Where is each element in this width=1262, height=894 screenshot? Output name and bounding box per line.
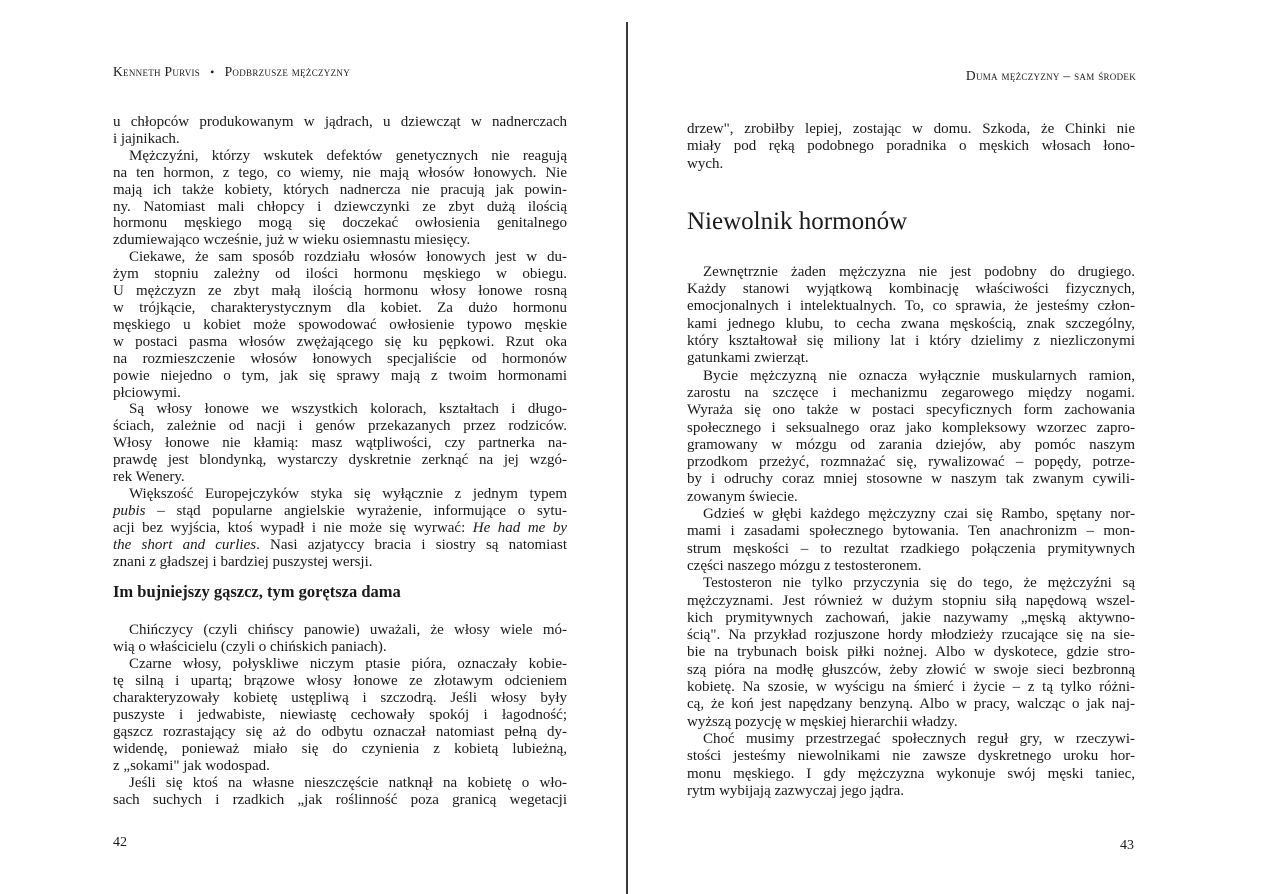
text-line: hormonu męskiego mogą się doczekać owłosienia genitalnego (113, 215, 567, 232)
text-line: ściach, zależnie od nacji i genów przekazanych przez rodziców. (113, 418, 567, 435)
text-line: zowanym świecie. (687, 488, 798, 505)
text-line: miały pod ręką podobnego poradnika o męskich włosach łono- (687, 138, 1135, 155)
text-line: Większość Europejczyków styka się wyłącznie z jednym typem (129, 485, 567, 502)
text-line (113, 503, 567, 520)
text-line: U mężczyzn ze zbyt małą ilością hormonu włosy łonowe rosną (113, 283, 567, 300)
paragraph (687, 731, 1135, 800)
text-line: znani z gładszej i bardziej puszystej wersji. (113, 553, 373, 570)
paragraph (113, 775, 567, 809)
text-line: i jajnikach. (113, 130, 180, 147)
text-line: Chińczycy (czyli chińscy panowie) uważali, że włosy wiele mó- (129, 622, 567, 639)
text-line: sach suchych i rzadkich „jak roślinność poza granicą wegetacji (113, 791, 567, 808)
paragraph (113, 148, 567, 249)
left-page-body (113, 114, 567, 808)
text-line: Zewnętrznie żaden mężczyzna nie jest podobny do drugiego. (703, 263, 1135, 280)
text-line: drzew", zrobiłby lepiej, zostając w domu. Szkoda, że Chinki nie (687, 121, 1135, 137)
paragraph (113, 114, 567, 148)
text-line (113, 537, 567, 554)
text-line: ścią". Na przykład rozjuszone hordy młodzieży rzucające się na sie- (687, 627, 1135, 644)
text-line: powie niejedno o tym, jak się sprawy mają z twoim hormonami (113, 367, 567, 384)
text-line: części naszego mózgu z testosteronem. (687, 557, 922, 574)
text-line: z „sokami" jak wodospad. (113, 757, 270, 774)
text-line: Choć musimy przestrzegać społecznych reguł gry, w rzeczywi- (703, 730, 1135, 747)
left-running-header (113, 64, 350, 80)
text-line: ny. Natomiast mali chłopcy i dziewczynki ze zbyt dużą ilością (113, 198, 567, 215)
text-line: Gdzieś w głębi każdego mężczyzny czai się Rambo, spętany nor- (703, 506, 1135, 523)
text-segment: – stąd popularne angielskie wyrażenie, informujące o sytu- (145, 502, 567, 519)
text-line: na rozmieszczenie włosów łonowych specjaliście od hormonów (113, 350, 567, 367)
paragraph (113, 249, 567, 401)
text-line: Czarne włosy, połyskliwe niczym ptasie pióra, oznaczały kobie- (129, 656, 567, 673)
text-line: Każdy stanowi wyjątkową kombinację właściwości fizycznych, (687, 281, 1135, 298)
text-line: by i odruchy coraz mniej stosowne w naszym tak zwanym cywili- (687, 471, 1135, 488)
text-line: Włosy łonowe nie kłamią: masz wątpliwości, czy partnerka na- (113, 435, 567, 452)
paragraph (113, 622, 567, 656)
text-line: zarostu na szczęce i mechanizmu zegarowego między nogami. (687, 384, 1135, 401)
text-line (113, 520, 567, 537)
text-line: kobietę. Na szosie, w wyścigu na śmierć i życie – z tą tylko różni- (687, 679, 1135, 696)
text-line: Są włosy łonowe we wszystkich kolorach, kształtach i długo- (129, 401, 567, 418)
text-line: przodkom przeżyć, rozmnażać się, rywalizować – popędy, potrze- (687, 454, 1135, 471)
text-line: Jeśli się ktoś na własne nieszczęście natknął na kobietę o wło- (129, 774, 567, 791)
text-line: gramowany w mózgu od zarania dziejów, aby pomóc naszym (687, 436, 1135, 453)
text-line: szą pióra na modłę głuszców, żeby złowić w swoje sieci bezbronną (687, 661, 1135, 678)
text-line: mają ich także kobiety, których nadnercza nie pracują jak powin- (113, 181, 567, 198)
text-line: na ten hormon, z tego, co wiemy, nie mają włosów łonowych. Nie (113, 164, 567, 181)
text-line: monu męskiego. I gdy mężczyzna wykonuje swój męski taniec, (687, 765, 1135, 782)
text-segment: . Nasi azjatyccy bracia i siostry są natomiast (256, 536, 567, 553)
paragraph (687, 575, 1135, 731)
text-line: płciowymi. (113, 384, 181, 401)
header-author: Kenneth Purvis (113, 64, 201, 79)
text-line: charakteryzowały kobietę ustępliwą i szczodrą. Jeśli włosy były (113, 690, 567, 707)
book-spine-divider (626, 22, 628, 894)
text-line: tę silną i upartą; brązowe włosy łonowe ze złotawym odcieniem (113, 673, 567, 690)
header-book-title: Podbrzusze mężczyzny (224, 64, 351, 79)
paragraph (687, 121, 1135, 173)
text-line: mężczyznami. Jest również w dużym stopniu siłą napędową wszel- (687, 592, 1135, 609)
text-line: widendę, ponieważ miało się do czynienia z kobietą lubieżną, (113, 740, 567, 757)
text-line: gąszcz rozrastający się aż do odbytu oznaczał natomiast pełną dy- (113, 723, 567, 740)
text-line: Wyraża się ono także w postaci specyficznych form zachowania (687, 402, 1135, 419)
text-line: który kształtował się miliony lat i który dzielimy z niezliczonymi (687, 333, 1135, 350)
page-number-right: 43 (1120, 838, 1134, 853)
text-line: puszyste i jedwabiste, niewiastę cechowały spokój i łagodność; (113, 707, 567, 723)
text-line: emocjonalnych i intelektualnych. To, co sprawia, że jesteśmy człon- (687, 298, 1135, 315)
text-line: w postaci pasma włosów zwężającego się ku pępkowi. Rzut oka (113, 333, 567, 350)
paragraph (113, 656, 567, 774)
text-line: strum męskości – to rezultat rzadkiego połączenia prymitywnych (687, 540, 1135, 557)
right-page-body (687, 121, 1135, 800)
text-line: wyższą pozycję w męskiej hierarchii władzy. (687, 713, 958, 730)
text-line: żym stopniu zależny od ilości hormonu męskiego w obiegu. (113, 266, 567, 283)
section-heading: Im bujniejszy gąszcz, tym gorętsza dama (113, 582, 401, 602)
text-line: gatunkami zwierząt. (687, 350, 809, 367)
text-line: Bycie mężczyzną nie oznacza wyłącznie muskularnych ramion, (703, 367, 1135, 384)
text-line: zdumiewająco wcześnie, już w wieku osiemnastu miesięcy. (113, 232, 471, 249)
text-line: rytm wybijają zazwyczaj jego jądra. (687, 782, 904, 799)
text-line: bie na trybunach boisk piłki nożnej. Albo w dyskotece, gdzie stro- (687, 644, 1135, 661)
text-line: stości jesteśmy niewolnikami nie zawsze dyskretnego uroku hor- (687, 748, 1135, 765)
text-line: mami i zasadami społecznego bytowania. Ten anachronizm – mon- (687, 523, 1135, 540)
header-chapter-title: Duma mężczyzny – sam środek (965, 68, 1136, 83)
text-line: wych. (687, 155, 724, 172)
italic-phrase: the short and curlies (113, 536, 257, 553)
paragraph (113, 486, 567, 571)
section-heading: Niewolnik hormonów (687, 207, 908, 235)
right-running-header (966, 68, 1136, 84)
italic-phrase: pubis (113, 502, 146, 519)
text-line: u chłopców produkowanym w jądrach, u dziewcząt w nadnerczach (113, 114, 567, 130)
text-line: w trójkącie, charakterystycznym dla kobiet. Za dużo hormonu (113, 299, 567, 316)
paragraph (687, 368, 1135, 506)
text-line: wią o właścicielu (czyli o chińskich paniach). (113, 639, 387, 656)
text-line: męskiego u kobiet może spowodować owłosienie typowo męskie (113, 316, 567, 333)
text-line: Ciekawe, że sam sposób rozdziału włosów łonowych jest w du- (129, 249, 567, 266)
text-line: kich prymitywnych zachowań, jakie nazywamy „męską aktywno- (687, 609, 1135, 626)
text-line: Testosteron nie tylko przyczynia się do tego, że mężczyźni są (703, 575, 1135, 592)
text-line: prawdę jest blondynką, wystarczy dyskretnie zerknąć na jej wzgó- (113, 452, 567, 469)
text-segment: acji bez wyjścia, ktoś wypadł i nie może się wyrwać: (113, 519, 473, 536)
text-line: cą, że koń jest napędzany benzyną. Albo w pracy, walcząc o jak naj- (687, 696, 1135, 713)
italic-phrase: He had me by (472, 519, 568, 536)
header-bullet: • (210, 65, 215, 79)
text-line: społecznego i seksualnego oraz jako kompleksowy wzorzec zapro- (687, 419, 1135, 436)
text-line: Mężczyźni, którzy wskutek defektów genetycznych nie reagują (129, 147, 567, 164)
paragraph (113, 401, 567, 486)
paragraph (687, 264, 1135, 368)
text-line: rek Wenery. (113, 469, 185, 486)
paragraph (687, 506, 1135, 575)
text-line: kami jednego klubu, to cecha zwana męskością, znak szczególny, (687, 315, 1135, 332)
page-number-left: 42 (113, 835, 127, 850)
